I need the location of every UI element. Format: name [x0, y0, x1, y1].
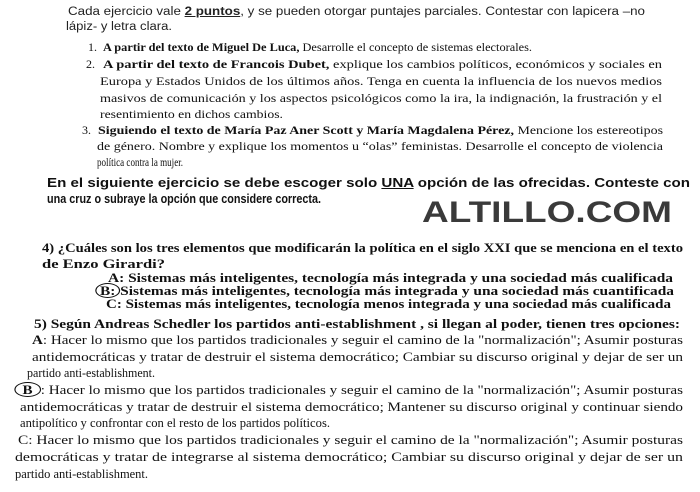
item-2-cont: resentimiento en dichos cambios.: [100, 107, 283, 121]
item-3-cont: de género. Nombre y explique los momentos u “olas” feministas. Desarrolle el concepto de violencia: [97, 139, 663, 153]
item-2-number: 2.: [86, 57, 95, 71]
q5-option-a-cont: antidemocráticas y tratar de destruir el sistema democrático; Cambiar su discurso original y dejar de ser un: [32, 349, 683, 364]
item-2-cont: masivos de comunicación y los aspectos psicológicos como la ira, la indignación, la frustración y el: [100, 91, 662, 105]
instruction-line-1: [47, 176, 690, 191]
instruction-text: En el siguiente ejercicio se debe escoger solo: [47, 176, 382, 190]
item-text: Mencione los estereotipos: [513, 123, 663, 137]
option-letter: B: [22, 382, 33, 397]
option-letter: B:: [100, 283, 116, 298]
q5-option-a[interactable]: [32, 332, 683, 347]
option-text: : Hacer lo mismo que los partidos tradicionales y seguir el camino de la "normalización"; Asumir posturas: [42, 332, 683, 347]
option-text: Sistemas más inteligentes, tecnología más integrada y una sociedad más cualificada: [124, 270, 673, 285]
item-2-cont: Europa y Estados Unidos de los últimos años. Tenga en cuenta la influencia de los nuevos medios: [100, 74, 662, 88]
item-text: explique los cambios políticos, económicos y sociales en: [329, 57, 662, 71]
instruction-text: opción de las ofrecidas. Conteste con: [413, 176, 690, 190]
item-3-cont: política contra la mujer.: [97, 155, 183, 169]
instruction-emphasis: UNA: [381, 176, 414, 190]
points-value: 2 puntos: [184, 6, 241, 18]
item-1-number: 1.: [88, 40, 97, 54]
q5-option-b[interactable]: [19, 382, 683, 397]
q5-option-a-cont: partido anti-establishment.: [27, 365, 155, 380]
q5-option-c-cont: partido anti-establishment.: [15, 466, 148, 481]
q5-option-b-cont: antidemocráticas y tratar de destruir el sistema democrático; Mantener su discurso original y continuar siendo: [20, 399, 683, 414]
q5-question: 5) Según Andreas Schedler los partidos anti-establishment , si llegan al poder, tienen tres opciones:: [34, 316, 680, 331]
option-letter: C:: [106, 296, 122, 311]
item-3: [98, 123, 663, 138]
option-letter: A: [32, 332, 43, 347]
q4-question-cont: de Enzo Girardi?: [42, 256, 165, 271]
intro-line-2: lápiz- y letra clara.: [66, 21, 172, 33]
selected-circle-mark: [14, 382, 40, 397]
intro-text: Cada ejercicio vale: [68, 6, 185, 18]
instruction-line-2: una cruz o subraye la opción que considere correcta.: [47, 192, 321, 206]
item-3-number: 3.: [82, 123, 91, 137]
option-text: Sistemas más inteligentes, tecnología menos integrada y una sociedad más cualificada: [121, 296, 672, 311]
item-bold: A partir del texto de Miguel De Luca,: [103, 40, 300, 54]
watermark-logo: ALTILLO.COM: [422, 196, 672, 229]
item-bold: Siguiendo el texto de María Paz Aner Scott y María Magdalena Pérez,: [98, 123, 514, 137]
q5-option-c[interactable]: [18, 432, 683, 447]
q5-option-b-cont: antipolítico y confrontar con el resto de los partidos políticos.: [20, 415, 330, 430]
option-letter: A:: [108, 270, 125, 285]
intro-line-1: [68, 5, 645, 20]
option-text: Sistemas más inteligentes, tecnología más integrada y una sociedad más cuantificada: [120, 283, 674, 298]
item-1: [103, 40, 532, 55]
option-text: : Hacer lo mismo que los partidos tradicionales y seguir el camino de la "normalización"; Asumir posturas: [28, 432, 683, 447]
q4-option-c[interactable]: [106, 296, 671, 311]
q5-option-c-cont: democráticas y tratar de integrarse al sistema democrático; Cambiar su discurso original y dejar de ser un: [15, 449, 683, 464]
option-letter: C: [18, 432, 29, 447]
item-bold: A partir del texto de Francois Dubet,: [103, 57, 330, 71]
q4-question: 4) ¿Cuáles son los tres elementos que modificarán la política en el siglo XXI que se menciona en el texto: [42, 240, 683, 255]
option-text: : Hacer lo mismo que los partidos tradicionales y seguir el camino de la "normalización"; Asumir posturas: [40, 382, 683, 397]
item-2: [103, 57, 662, 72]
intro-text: , y se pueden otorgar puntajes parciales. Contestar con lapicera –no: [240, 6, 645, 18]
item-text: Desarrolle el concepto de sistemas electorales.: [299, 40, 532, 54]
